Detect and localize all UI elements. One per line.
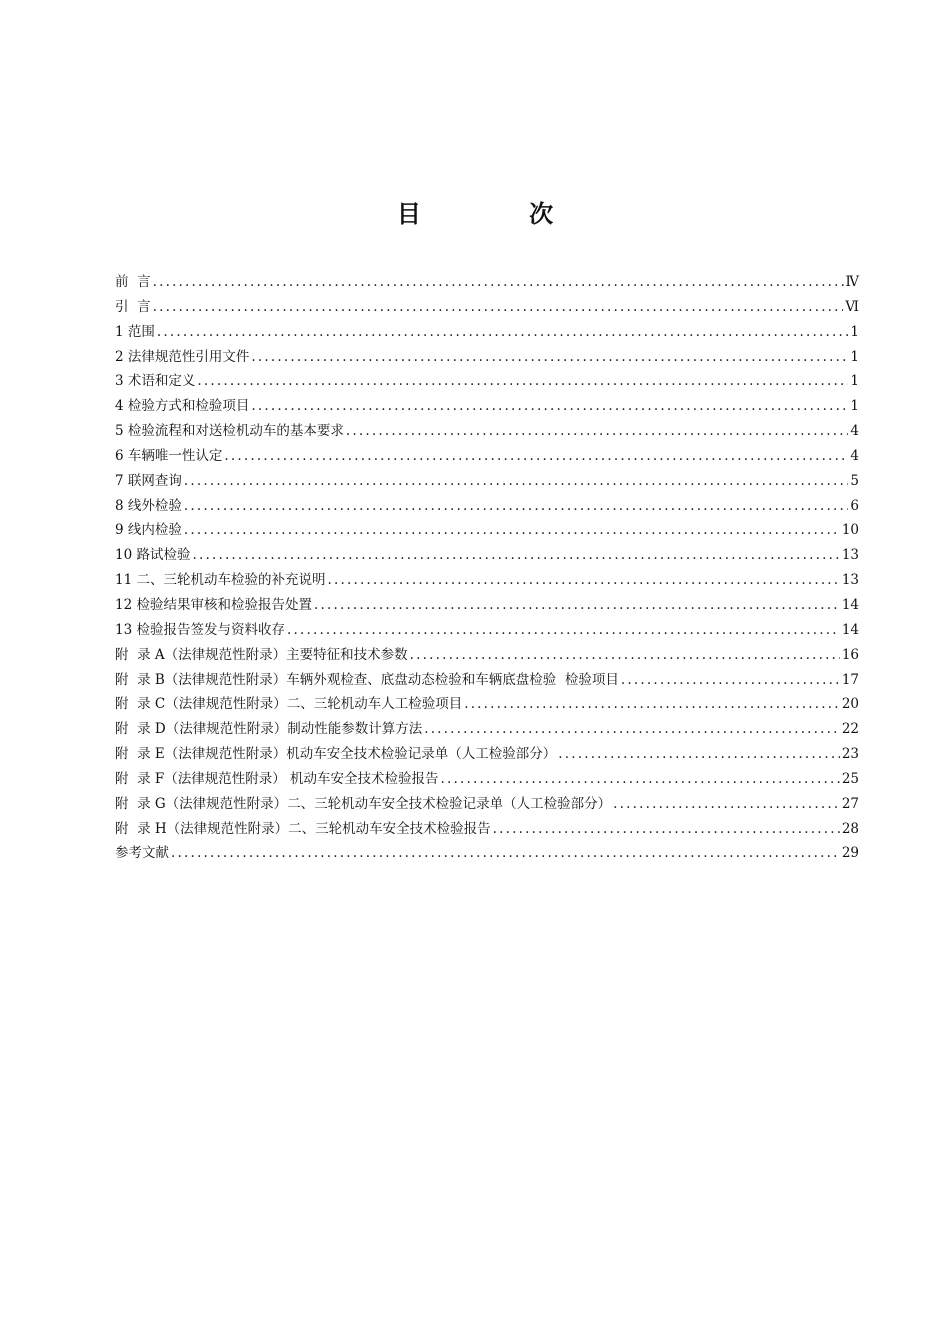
toc-entry[interactable] bbox=[115, 568, 859, 593]
toc-leader-dots bbox=[153, 270, 844, 295]
toc-entry-label: 13 检验报告签发与资料收存 bbox=[115, 621, 285, 638]
toc-entry-label: 4 检验方式和检验项目 bbox=[115, 398, 250, 415]
toc-leader-dots bbox=[157, 320, 849, 345]
toc-entry[interactable] bbox=[115, 618, 859, 643]
toc-entry-page-number: Ⅵ bbox=[845, 298, 859, 315]
toc-entry-label: 参考文献 bbox=[115, 845, 169, 862]
toc-entry[interactable] bbox=[115, 643, 859, 668]
toc-entry-page-number: 20 bbox=[841, 696, 859, 713]
toc-entry-page-number: 1 bbox=[850, 348, 859, 365]
toc-entry[interactable] bbox=[115, 841, 859, 866]
toc-entry-label: 2 法律规范性引用文件 bbox=[115, 348, 250, 365]
toc-entry-page-number: 1 bbox=[850, 323, 859, 340]
toc-entry-page-number: 23 bbox=[841, 746, 859, 763]
toc-entry[interactable] bbox=[115, 295, 859, 320]
toc-entry-page-number: 4 bbox=[850, 447, 859, 464]
toc-leader-dots bbox=[287, 618, 840, 643]
toc-entry-page-number: 22 bbox=[841, 721, 859, 738]
toc-entry-label: 附 录 F（法律规范性附录） 机动车安全技术检验报告 bbox=[115, 770, 439, 787]
table-of-contents bbox=[115, 270, 859, 866]
toc-entry[interactable] bbox=[115, 742, 859, 767]
toc-entry[interactable] bbox=[115, 369, 859, 394]
toc-entry-page-number: 13 bbox=[841, 547, 859, 564]
toc-leader-dots bbox=[314, 593, 840, 618]
toc-entry[interactable] bbox=[115, 543, 859, 568]
toc-entry-label: 引 言 bbox=[115, 298, 151, 315]
toc-entry-label: 3 术语和定义 bbox=[115, 373, 196, 390]
toc-entry-page-number: 14 bbox=[841, 621, 859, 638]
toc-entry-label: 前 言 bbox=[115, 274, 151, 290]
toc-leader-dots bbox=[184, 469, 849, 494]
toc-entry-label: 附 录 C（法律规范性附录）二、三轮机动车人工检验项目 bbox=[115, 696, 463, 713]
toc-entry[interactable] bbox=[115, 767, 859, 792]
toc-entry-page-number: 14 bbox=[841, 596, 859, 613]
toc-entry-label: 附 录 D（法律规范性附录）制动性能参数计算方法 bbox=[115, 721, 423, 738]
toc-entry[interactable] bbox=[115, 817, 859, 842]
toc-leader-dots bbox=[171, 841, 840, 866]
toc-entry-label: 8 线外检验 bbox=[115, 497, 182, 514]
toc-entry-page-number: 1 bbox=[850, 373, 859, 390]
toc-entry-label: 7 联网查询 bbox=[115, 472, 182, 489]
toc-entry-page-number: 10 bbox=[841, 522, 859, 539]
toc-leader-dots bbox=[192, 543, 839, 568]
toc-entry[interactable] bbox=[115, 394, 859, 419]
toc-entry-page-number: 27 bbox=[841, 795, 859, 812]
toc-leader-dots bbox=[197, 369, 848, 394]
toc-entry-page-number: 28 bbox=[841, 820, 859, 837]
toc-entry[interactable] bbox=[115, 320, 859, 345]
toc-leader-dots bbox=[184, 494, 849, 519]
toc-leader-dots bbox=[424, 717, 840, 742]
toc-leader-dots bbox=[346, 419, 849, 444]
toc-entry-label: 附 录 H（法律规范性附录）二、三轮机动车安全技术检验报告 bbox=[115, 820, 491, 837]
toc-leader-dots bbox=[613, 792, 840, 817]
toc-entry[interactable] bbox=[115, 345, 859, 370]
toc-entry-page-number: 5 bbox=[850, 472, 859, 489]
toc-entry-label: 9 线内检验 bbox=[115, 522, 182, 539]
toc-entry[interactable] bbox=[115, 717, 859, 742]
toc-entry-page-number: 6 bbox=[850, 497, 859, 514]
toc-leader-dots bbox=[558, 742, 840, 767]
toc-leader-dots bbox=[410, 643, 840, 668]
toc-entry-label: 10 路试检验 bbox=[115, 547, 191, 564]
toc-leader-dots bbox=[251, 345, 848, 370]
toc-leader-dots bbox=[224, 444, 848, 469]
toc-entry[interactable] bbox=[115, 792, 859, 817]
toc-entry-label: 6 车辆唯一性认定 bbox=[115, 447, 223, 464]
toc-leader-dots bbox=[464, 692, 840, 717]
toc-leader-dots bbox=[327, 568, 839, 593]
toc-entry[interactable] bbox=[115, 444, 859, 469]
toc-leader-dots bbox=[153, 295, 844, 320]
toc-entry-label: 附 录 E（法律规范性附录）机动车安全技术检验记录单（人工检验部分） bbox=[115, 746, 557, 763]
toc-leader-dots bbox=[184, 518, 840, 543]
toc-leader-dots bbox=[493, 817, 840, 842]
toc-entry[interactable] bbox=[115, 668, 859, 693]
toc-entry-page-number: 4 bbox=[850, 423, 859, 440]
toc-entry-label: 附 录 G（法律规范性附录）二、三轮机动车安全技术检验记录单（人工检验部分） bbox=[115, 795, 612, 812]
toc-leader-dots bbox=[251, 394, 848, 419]
toc-entry-page-number: Ⅳ bbox=[845, 274, 859, 290]
toc-entry[interactable] bbox=[115, 692, 859, 717]
toc-entry-page-number: 29 bbox=[841, 845, 859, 862]
toc-leader-dots bbox=[621, 668, 840, 693]
toc-entry-label: 1 范围 bbox=[115, 323, 155, 340]
toc-entry-page-number: 25 bbox=[841, 770, 859, 787]
toc-entry-label: 5 检验流程和对送检机动车的基本要求 bbox=[115, 423, 344, 440]
toc-entry[interactable] bbox=[115, 593, 859, 618]
page-title: 目 次 bbox=[396, 200, 604, 229]
toc-entry[interactable] bbox=[115, 518, 859, 543]
toc-entry-page-number: 16 bbox=[841, 646, 859, 663]
toc-entry-label: 12 检验结果审核和检验报告处置 bbox=[115, 596, 312, 613]
toc-entry-page-number: 13 bbox=[841, 572, 859, 589]
toc-entry[interactable] bbox=[115, 419, 859, 444]
toc-entry[interactable] bbox=[115, 494, 859, 519]
toc-entry-label: 附 录 A（法律规范性附录）主要特征和技术参数 bbox=[115, 646, 408, 663]
toc-entry[interactable] bbox=[115, 270, 859, 295]
toc-entry-page-number: 1 bbox=[850, 398, 859, 415]
toc-entry-page-number: 17 bbox=[841, 671, 859, 688]
toc-leader-dots bbox=[441, 767, 840, 792]
toc-entry-label: 11 二、三轮机动车检验的补充说明 bbox=[115, 572, 326, 589]
toc-entry-label: 附 录 B（法律规范性附录）车辆外观检查、底盘动态检验和车辆底盘检验 检验项目 bbox=[115, 671, 619, 688]
toc-entry[interactable] bbox=[115, 469, 859, 494]
